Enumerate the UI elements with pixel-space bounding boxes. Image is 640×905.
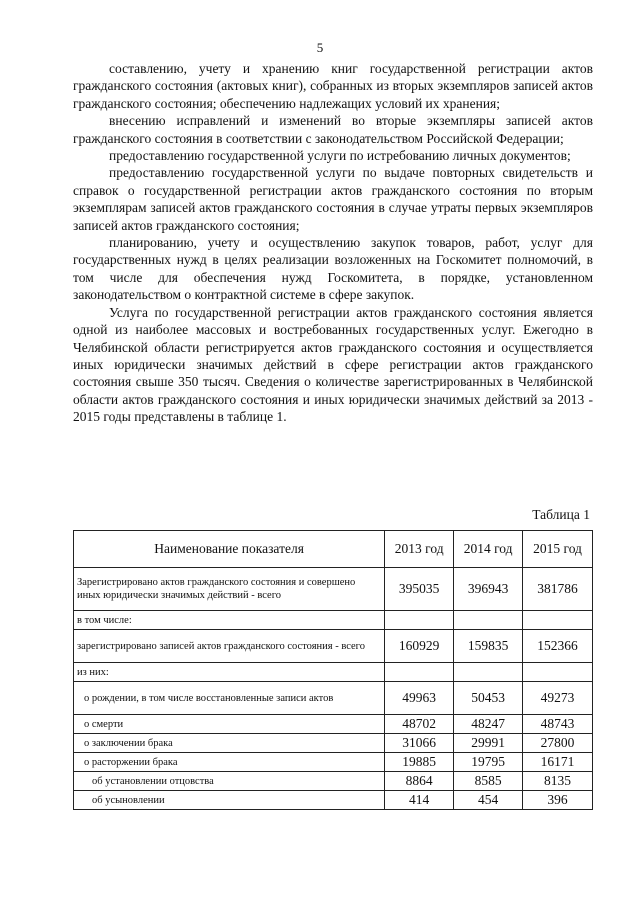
paragraph: составлению, учету и хранению книг государственной регистрации актов гражданского состояния (актовых книг), собранных из вторых экземпляров записей актов гражданского состояния; обеспечению надлежащих условий их хранения; — [73, 61, 593, 111]
table-row — [74, 772, 593, 791]
row-label: об установлении отцовства — [74, 772, 385, 791]
value-2014: 454 — [454, 791, 523, 810]
table-row — [74, 682, 593, 715]
table-row — [74, 715, 593, 734]
table-row — [74, 663, 593, 682]
row-label: зарегистрировано записей актов гражданского состояния - всего — [74, 630, 385, 663]
row-label: о смерти — [74, 715, 385, 734]
value-2014 — [454, 663, 523, 682]
value-2013: 48702 — [385, 715, 454, 734]
value-2015 — [523, 663, 593, 682]
value-2013: 395035 — [385, 568, 454, 611]
value-2014: 29991 — [454, 734, 523, 753]
column-header-2015: 2015 год — [523, 531, 593, 568]
value-2014: 8585 — [454, 772, 523, 791]
table-row — [74, 734, 593, 753]
value-2013 — [385, 663, 454, 682]
value-2015: 49273 — [523, 682, 593, 715]
row-label: из них: — [74, 663, 385, 682]
value-2015: 396 — [523, 791, 593, 810]
value-2013: 160929 — [385, 630, 454, 663]
row-label: Зарегистрировано актов гражданского состояния и совершено иных юридически значимых действий - всего — [74, 568, 385, 611]
table-row — [74, 611, 593, 630]
page-number: 5 — [316, 40, 324, 55]
value-2013 — [385, 611, 454, 630]
value-2015: 381786 — [523, 568, 593, 611]
row-label: о заключении брака — [74, 734, 385, 753]
table-caption: Таблица 1 — [532, 507, 590, 522]
value-2015 — [523, 611, 593, 630]
value-2013: 49963 — [385, 682, 454, 715]
row-label: об усыновлении — [74, 791, 385, 810]
value-2015: 27800 — [523, 734, 593, 753]
table-row — [74, 630, 593, 663]
value-2014 — [454, 611, 523, 630]
value-2014: 48247 — [454, 715, 523, 734]
value-2013: 19885 — [385, 753, 454, 772]
value-2014: 159835 — [454, 630, 523, 663]
paragraph: предоставлению государственной услуги по выдаче повторных свидетельств и справок о государственной регистрации актов гражданского состояния по вторым экземплярам записей актов гражданского состояния в случае утраты первых экземпляров записей актов гражданского состояния; — [73, 165, 593, 233]
statistics-table — [73, 530, 593, 810]
table-header-row — [74, 531, 593, 568]
value-2014: 50453 — [454, 682, 523, 715]
value-2013: 8864 — [385, 772, 454, 791]
value-2013: 31066 — [385, 734, 454, 753]
paragraph: Услуга по государственной регистрации актов гражданского состояния является одной из наиболее массовых и востребованных государственных услуг. Ежегодно в Челябинской области регистрируется актов гражданского состояния и осуществляется иных юридически значимых действий в сфере регистрации актов гражданского состояния свыше 350 тысяч. Сведения о количестве зарегистрированных в Челябинской области актов гражданского состояния и иных юридически значимых действий за 2013 - 2015 годы представлены в таблице 1. — [73, 304, 593, 425]
body-text — [73, 60, 593, 426]
paragraph: внесению исправлений и изменений во вторые экземпляры записей актов гражданского состояния в соответствии с законодательством Российской Федерации; — [73, 113, 593, 146]
paragraph: планированию, учету и осуществлению закупок товаров, работ, услуг для государственных нужд в целях реализации возложенных на Госкомитет полномочий, в том числе для обеспечения нужд Госкомитета, в порядке, установленном законодательством о контрактной системе в сфере закупок. — [73, 235, 593, 303]
table-row — [74, 753, 593, 772]
column-header-2014: 2014 год — [454, 531, 523, 568]
value-2015: 48743 — [523, 715, 593, 734]
value-2014: 19795 — [454, 753, 523, 772]
paragraph: предоставлению государственной услуги по истребованию личных документов; — [109, 148, 571, 164]
value-2015: 8135 — [523, 772, 593, 791]
row-label: в том числе: — [74, 611, 385, 630]
value-2015: 152366 — [523, 630, 593, 663]
row-label: о рождении, в том числе восстановленные записи актов — [74, 682, 385, 715]
value-2015: 16171 — [523, 753, 593, 772]
column-header-indicator: Наименование показателя — [74, 531, 385, 568]
row-label: о расторжении брака — [74, 753, 385, 772]
value-2013: 414 — [385, 791, 454, 810]
table-row — [74, 568, 593, 611]
value-2014: 396943 — [454, 568, 523, 611]
column-header-2013: 2013 год — [385, 531, 454, 568]
table-row — [74, 791, 593, 810]
